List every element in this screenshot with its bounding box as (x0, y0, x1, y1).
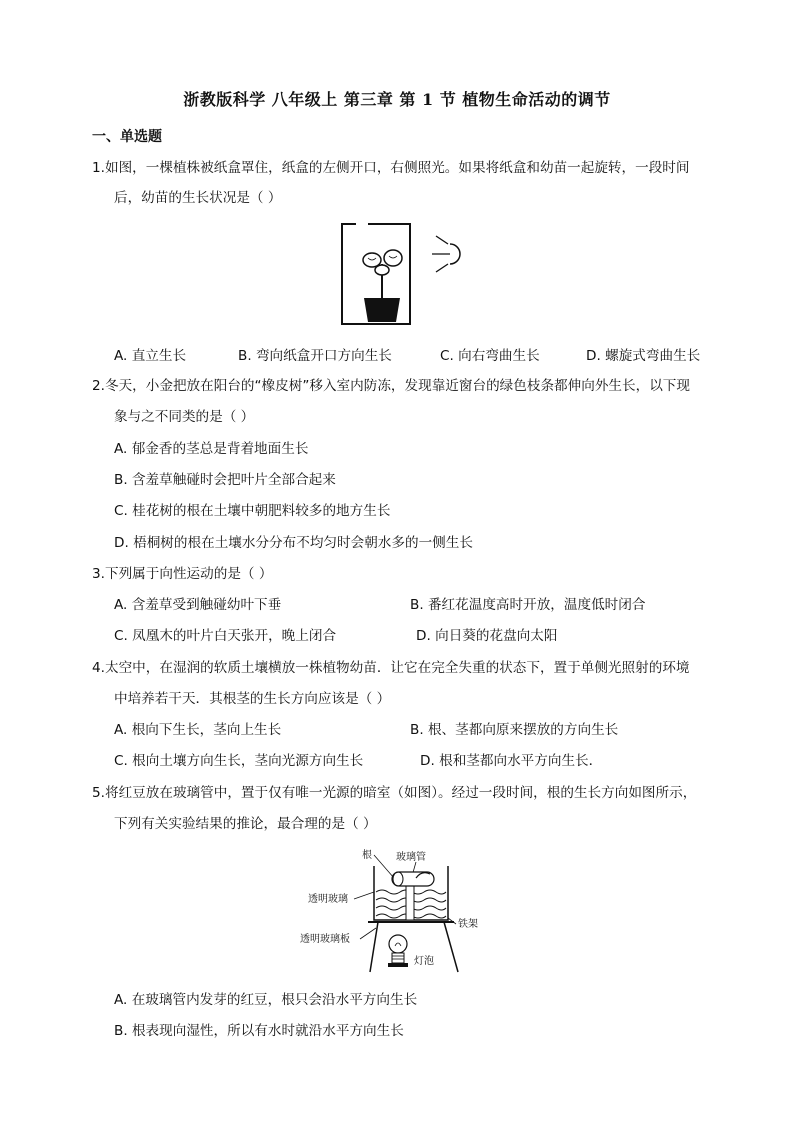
q4-option-a[interactable]: A. 根向下生长，茎向上生长 (114, 722, 282, 738)
page-title: 浙教版科学 八年级上 第三章 第 1 节 植物生命活动的调节 (183, 90, 611, 109)
label-root: 根 (362, 850, 372, 861)
flower-pot (364, 298, 400, 322)
label-bulb: 灯泡 (414, 956, 434, 967)
glass-tube (392, 872, 434, 886)
q2-option-b[interactable]: B. 含羞草触碰时会把叶片全部合起来 (114, 472, 336, 488)
q4-option-b[interactable]: B. 根、茎都向原来摆放的方向生长 (410, 722, 619, 738)
q3-option-d[interactable]: D. 向日葵的花盘向太阳 (416, 628, 558, 644)
q1-stem-line2: 后，幼苗的生长状况是（ ） (114, 190, 282, 206)
label-stand: 铁架 (458, 919, 478, 930)
q4-stem-line1: 4.太空中，在湿润的软质土壤横放一株植物幼苗．让它在完全失重的状态下，置于单侧光照射的环境 (92, 660, 690, 676)
q3-option-a[interactable]: A. 含羞草受到触碰幼叶下垂 (114, 597, 282, 613)
q1-figure (338, 218, 478, 333)
label-glass-plate: 透明玻璃板 (300, 934, 350, 945)
section-heading: 一、单选题 (92, 129, 162, 145)
bulb-icon (389, 935, 407, 953)
q2-option-d[interactable]: D. 梧桐树的根在土壤水分分布不均匀时会朝水多的一侧生长 (114, 535, 473, 551)
label-glass-tube: 玻璃管 (396, 852, 426, 863)
q3-option-b[interactable]: B. 番红花温度高时开放，温度低时闭合 (410, 597, 646, 613)
q1-option-b[interactable]: B. 弯向纸盒开口方向生长 (238, 348, 392, 364)
q4-stem-line2: 中培养若干天．其根茎的生长方向应该是（ ） (114, 691, 391, 707)
iron-stand-leg-right (444, 922, 458, 972)
q5-figure (298, 842, 498, 982)
q2-option-a[interactable]: A. 郁金香的茎总是背着地面生长 (114, 441, 309, 457)
q2-option-c[interactable]: C. 桂花树的根在土壤中朝肥料较多的地方生长 (114, 503, 391, 519)
q1-option-c[interactable]: C. 向右弯曲生长 (440, 348, 540, 364)
q4-option-d[interactable]: D. 根和茎都向水平方向生长． (420, 753, 603, 769)
q5-stem-line2: 下列有关实验结果的推论，最合理的是（ ） (114, 816, 377, 832)
q2-stem-line2: 象与之不同类的是（ ） (114, 409, 255, 425)
q4-option-c[interactable]: C. 根向土壤方向生长，茎向光源方向生长 (114, 753, 364, 769)
leaf-lower (375, 265, 389, 275)
q1-stem-line1: 1.如图，一棵植株被纸盒罩住，纸盒的左侧开口，右侧照光。如果将纸盒和幼苗一起旋转，一段时间 (92, 160, 690, 176)
q1-option-a[interactable]: A. 直立生长 (114, 348, 187, 364)
q5-stem-line1: 5.将红豆放在玻璃管中，置于仅有唯一光源的暗室（如图）。经过一段时间，根的生长方向如图所示， (92, 785, 697, 801)
q3-stem-line1: 3.下列属于向性运动的是（ ） (92, 566, 273, 582)
q2-stem-line1: 2.冬天，小金把放在阳台的“橡皮树”移入室内防冻，发现靠近窗台的绿色枝条都伸向外生长，以下现 (92, 378, 690, 394)
q1-option-d[interactable]: D. 螺旋式弯曲生长 (586, 348, 701, 364)
q3-option-c[interactable]: C. 凤凰木的叶片白天张开，晚上闭合 (114, 628, 337, 644)
q5-option-a[interactable]: A. 在玻璃管内发芽的红豆，根只会沿水平方向生长 (114, 992, 418, 1008)
q5-option-b[interactable]: B. 根表现向湿性，所以有水时就沿水平方向生长 (114, 1023, 404, 1039)
sun-icon (450, 244, 460, 264)
label-clear-glass: 透明玻璃 (308, 894, 348, 905)
